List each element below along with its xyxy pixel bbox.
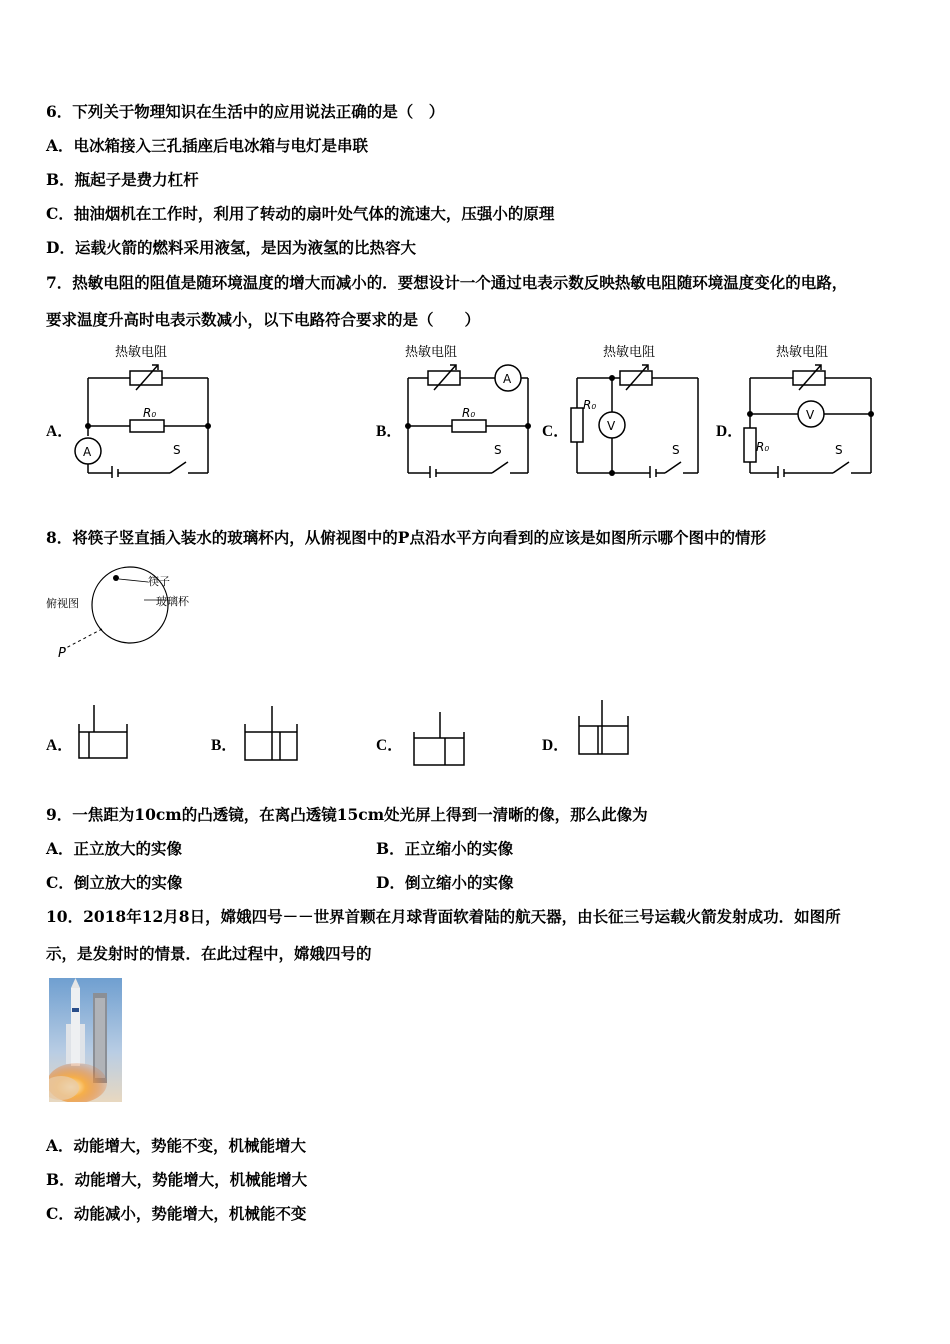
q8-label-d: D． [542, 737, 569, 754]
rocket-launch-photo [49, 978, 122, 1102]
q9-stem: 9．一焦距为10cm的凸透镜，在离凸透镜15cm处光屏上得到一清晰的像，那么此像为 [46, 805, 648, 824]
q8-top-view-label: 俯视图 [46, 597, 79, 610]
q9-option-d: D．倒立缩小的实像 [376, 873, 514, 892]
circuit-c-switch: S [672, 443, 680, 457]
q8-option-b-figure [242, 702, 302, 764]
q8-label-c: C． [376, 737, 403, 754]
q10-option-c: C．动能减小，势能增大，机械能不变 [46, 1204, 307, 1223]
q6-option-c: C．抽油烟机在工作时，利用了转动的扇叶处气体的流速大，压强小的原理 [46, 204, 555, 223]
q6-option-a: A．电冰箱接入三孔插座后电冰箱与电灯是串联 [46, 136, 369, 155]
circuit-d-diagram [738, 338, 883, 478]
circuit-b-switch: S [494, 443, 502, 457]
circuit-b-r0: R₀ [462, 406, 476, 420]
circuit-b-diagram [400, 338, 540, 478]
q8-option-a-figure [76, 702, 132, 762]
circuit-d-switch: S [835, 443, 843, 457]
q9-option-a: A．正立放大的实像 [46, 839, 183, 858]
q8-top-view-diagram [44, 565, 214, 665]
circuit-c-r0: R₀ [583, 398, 597, 412]
circuit-a-r0: R₀ [143, 406, 157, 420]
q7-label-b: B． [376, 423, 402, 440]
circuit-d-voltmeter: V [806, 408, 815, 422]
circuit-d-r0: R₀ [756, 440, 770, 454]
q9-option-c: C．倒立放大的实像 [46, 873, 183, 892]
q8-chopsticks-label: 筷子 [148, 575, 170, 588]
circuit-a-switch: S [173, 443, 181, 457]
q8-point-p: P [58, 646, 66, 661]
q8-stem: 8．将筷子竖直插入装水的玻璃杯内，从俯视图中的P点沿水平方向看到的应该是如图所示哪个图中的情形 [46, 528, 766, 547]
circuit-c-title: 热敏电阻 [603, 345, 656, 360]
q8-label-a: A． [46, 737, 73, 754]
q7-label-a: A． [46, 423, 73, 440]
circuit-d-title: 热敏电阻 [776, 345, 829, 360]
q8-glass-label: 玻璃杯 [156, 595, 189, 608]
q7-stem-line1: 7．热敏电阻的阻值是随环境温度的增大而减小的．要想设计一个通过电表示数反映热敏电阻随环境温度变化的电路， [46, 273, 848, 292]
q7-label-c: C． [542, 423, 569, 440]
q6-option-d: D．运载火箭的燃料采用液氢，是因为液氢的比热容大 [46, 238, 416, 257]
q6-stem: 6．下列关于物理知识在生活中的应用说法正确的是（ ） [46, 102, 445, 121]
circuit-b-title: 热敏电阻 [405, 345, 458, 360]
q8-option-c-figure [411, 710, 471, 772]
circuit-a-title: 热敏电阻 [115, 345, 168, 360]
q6-option-b: B．瓶起子是费力杠杆 [46, 170, 199, 189]
q8-option-d-figure [576, 698, 634, 760]
q10-stem-line2: 示，是发射时的情景．在此过程中，嫦娥四号的 [46, 944, 372, 963]
q9-option-b: B．正立缩小的实像 [376, 839, 514, 858]
circuit-a-diagram [70, 338, 220, 478]
circuit-c-voltmeter: V [607, 419, 616, 433]
circuit-b-ammeter: A [503, 372, 512, 386]
q7-label-d: D． [716, 423, 743, 440]
q10-stem-line1: 10．2018年12月8日，嫦娥四号－－世界首颗在月球背面软着陆的航天器，由长征三号运载火箭发射成功．如图所 [46, 907, 841, 926]
q7-stem-line2: 要求温度升高时电表示数减小，以下电路符合要求的是（ ） [46, 310, 481, 329]
circuit-c-diagram [565, 338, 710, 478]
q10-option-b: B．动能增大，势能增大，机械能增大 [46, 1170, 308, 1189]
q8-label-b: B． [211, 737, 237, 754]
q10-option-a: A．动能增大，势能不变，机械能增大 [46, 1136, 307, 1155]
circuit-a-ammeter: A [83, 445, 92, 459]
